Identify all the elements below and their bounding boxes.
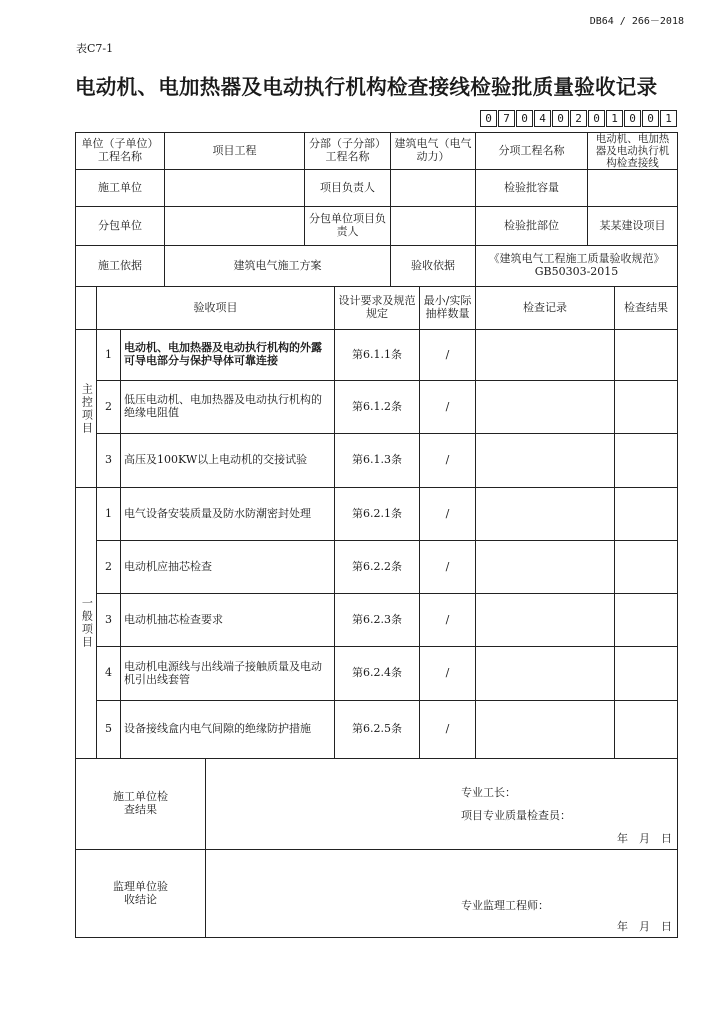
- main-item-sample[interactable]: /: [419, 329, 476, 381]
- general-item-desc: 设备接线盒内电气间隙的绝缘防护措施: [120, 700, 335, 759]
- supervisor-conclusion-area[interactable]: [205, 849, 678, 938]
- main-item-record[interactable]: [475, 329, 615, 381]
- construction-basis-value[interactable]: 建筑电气施工方案: [164, 245, 391, 287]
- general-item-no: 2: [96, 540, 121, 594]
- unit-label: 单位（子单位）工程名称: [75, 132, 165, 170]
- construction-basis-label: 施工依据: [75, 245, 165, 287]
- main-item-record[interactable]: [475, 433, 615, 488]
- general-section-label: 一般项目: [75, 487, 97, 759]
- contractor-check-label-text: 施工单位检查结果: [113, 790, 168, 816]
- general-item-no: 3: [96, 593, 121, 647]
- supervisor-conclusion-label-text: 监理单位验收结论: [113, 879, 168, 906]
- project-manager-label: 项目负责人: [304, 169, 391, 207]
- general-item-result[interactable]: [614, 540, 678, 594]
- sub-pm-label: 分包单位项目负责人: [304, 206, 391, 246]
- main-item-result[interactable]: [614, 433, 678, 488]
- division-label: 分部（子分部）工程名称: [304, 132, 391, 170]
- page-title: 电动机、电加热器及电动执行机构检查接线检验批质量验收记录: [75, 75, 658, 99]
- acceptance-basis-value: 《建筑电气工程施工质量验收规范》GB50303-2015: [475, 245, 678, 287]
- general-item-record[interactable]: [475, 700, 615, 759]
- batch-location-label: 检验批部位: [475, 206, 588, 246]
- general-item-clause: 第6.2.4条: [334, 646, 420, 701]
- main-control-section-label: 主控项目: [75, 329, 97, 488]
- col-item-header: 验收项目: [96, 286, 335, 330]
- division-value[interactable]: 建筑电气（电气动力）: [390, 132, 476, 170]
- col-result-header: 检查结果: [614, 286, 678, 330]
- code-digit: 1: [606, 110, 623, 127]
- unit-value[interactable]: 项目工程: [164, 132, 305, 170]
- main-item-result[interactable]: [614, 329, 678, 381]
- col-record-header: 检查记录: [475, 286, 615, 330]
- main-item-no: 2: [96, 380, 121, 434]
- sub-pm-value[interactable]: [390, 206, 476, 246]
- general-item-desc: 电气设备安装质量及防水防潮密封处理: [120, 487, 335, 541]
- general-item-sample[interactable]: /: [419, 646, 476, 701]
- general-item-clause: 第6.2.5条: [334, 700, 420, 759]
- record-code: [480, 110, 678, 127]
- batch-capacity-label: 检验批容量: [475, 169, 588, 207]
- general-item-desc: 电动机应抽芯检查: [120, 540, 335, 594]
- general-item-desc: 电动机电源线与出线端子接触质量及电动机引出线套管: [120, 646, 335, 701]
- general-item-no: 4: [96, 646, 121, 701]
- general-item-result[interactable]: [614, 700, 678, 759]
- contractor-value[interactable]: [164, 169, 305, 207]
- code-digit: 2: [570, 110, 587, 127]
- code-digit: 0: [642, 110, 659, 127]
- general-item-no: 1: [96, 487, 121, 541]
- code-digit: 0: [552, 110, 569, 127]
- contractor-label: 施工单位: [75, 169, 165, 207]
- main-item-clause: 第6.1.3条: [334, 433, 420, 488]
- main-item-sample[interactable]: /: [419, 380, 476, 434]
- main-item-clause: 第6.1.1条: [334, 329, 420, 381]
- main-item-record[interactable]: [475, 380, 615, 434]
- general-item-record[interactable]: [475, 540, 615, 594]
- contractor-check-label: [75, 758, 206, 850]
- contractor-date: 年 月 日: [617, 832, 672, 845]
- main-item-result[interactable]: [614, 380, 678, 434]
- general-item-no: 5: [96, 700, 121, 759]
- quality-inspector-label: 项目专业质量检查员：: [461, 809, 571, 822]
- general-item-record[interactable]: [475, 646, 615, 701]
- general-item-desc: 电动机抽芯检查要求: [120, 593, 335, 647]
- col-sample-header: 最小/实际抽样数量: [419, 286, 476, 330]
- general-item-sample[interactable]: /: [419, 593, 476, 647]
- general-item-result[interactable]: [614, 646, 678, 701]
- code-digit: 4: [534, 110, 551, 127]
- main-item-desc: 高压及100KW以上电动机的交接试验: [120, 433, 335, 488]
- project-manager-value[interactable]: [390, 169, 476, 207]
- general-item-sample[interactable]: /: [419, 540, 476, 594]
- supervisor-conclusion-label: [75, 849, 206, 938]
- acceptance-basis-label: 验收依据: [390, 245, 476, 287]
- general-item-result[interactable]: [614, 487, 678, 541]
- section-header-blank: [75, 286, 97, 330]
- code-digit: 0: [516, 110, 533, 127]
- general-item-clause: 第6.2.1条: [334, 487, 420, 541]
- code-digit: 7: [498, 110, 515, 127]
- batch-location-value[interactable]: 某某建设项目: [587, 206, 678, 246]
- batch-capacity-value[interactable]: [587, 169, 678, 207]
- code-digit: 0: [588, 110, 605, 127]
- main-item-desc: 低压电动机、电加热器及电动执行机构的绝缘电阻值: [120, 380, 335, 434]
- general-item-result[interactable]: [614, 593, 678, 647]
- general-item-clause: 第6.2.3条: [334, 593, 420, 647]
- subcontractor-value[interactable]: [164, 206, 305, 246]
- code-digit: 0: [624, 110, 641, 127]
- main-item-no: 1: [96, 329, 121, 381]
- subcontractor-label: 分包单位: [75, 206, 165, 246]
- general-item-record[interactable]: [475, 593, 615, 647]
- form-number: 表C7-1: [76, 42, 114, 55]
- foreman-label: 专业工长：: [461, 786, 516, 799]
- code-digit: 1: [660, 110, 677, 127]
- code-digit: 0: [480, 110, 497, 127]
- supervising-engineer-label: 专业监理工程师：: [461, 899, 549, 912]
- main-item-no: 3: [96, 433, 121, 488]
- subitem-label: 分项工程名称: [475, 132, 588, 170]
- col-design-header: 设计要求及规范规定: [334, 286, 420, 330]
- general-item-sample[interactable]: /: [419, 487, 476, 541]
- supervisor-date: 年 月 日: [617, 920, 672, 933]
- standard-number: DB64 / 266－2018: [589, 16, 684, 27]
- main-item-clause: 第6.1.2条: [334, 380, 420, 434]
- subitem-value[interactable]: 电动机、电加热器及电动执行机构检查接线: [587, 132, 678, 170]
- contractor-check-area[interactable]: [205, 758, 678, 850]
- general-item-sample[interactable]: /: [419, 700, 476, 759]
- general-item-record[interactable]: [475, 487, 615, 541]
- main-item-desc: 电动机、电加热器及电动执行机构的外露可导电部分与保护导体可靠连接: [120, 329, 335, 381]
- general-item-clause: 第6.2.2条: [334, 540, 420, 594]
- main-item-sample[interactable]: /: [419, 433, 476, 488]
